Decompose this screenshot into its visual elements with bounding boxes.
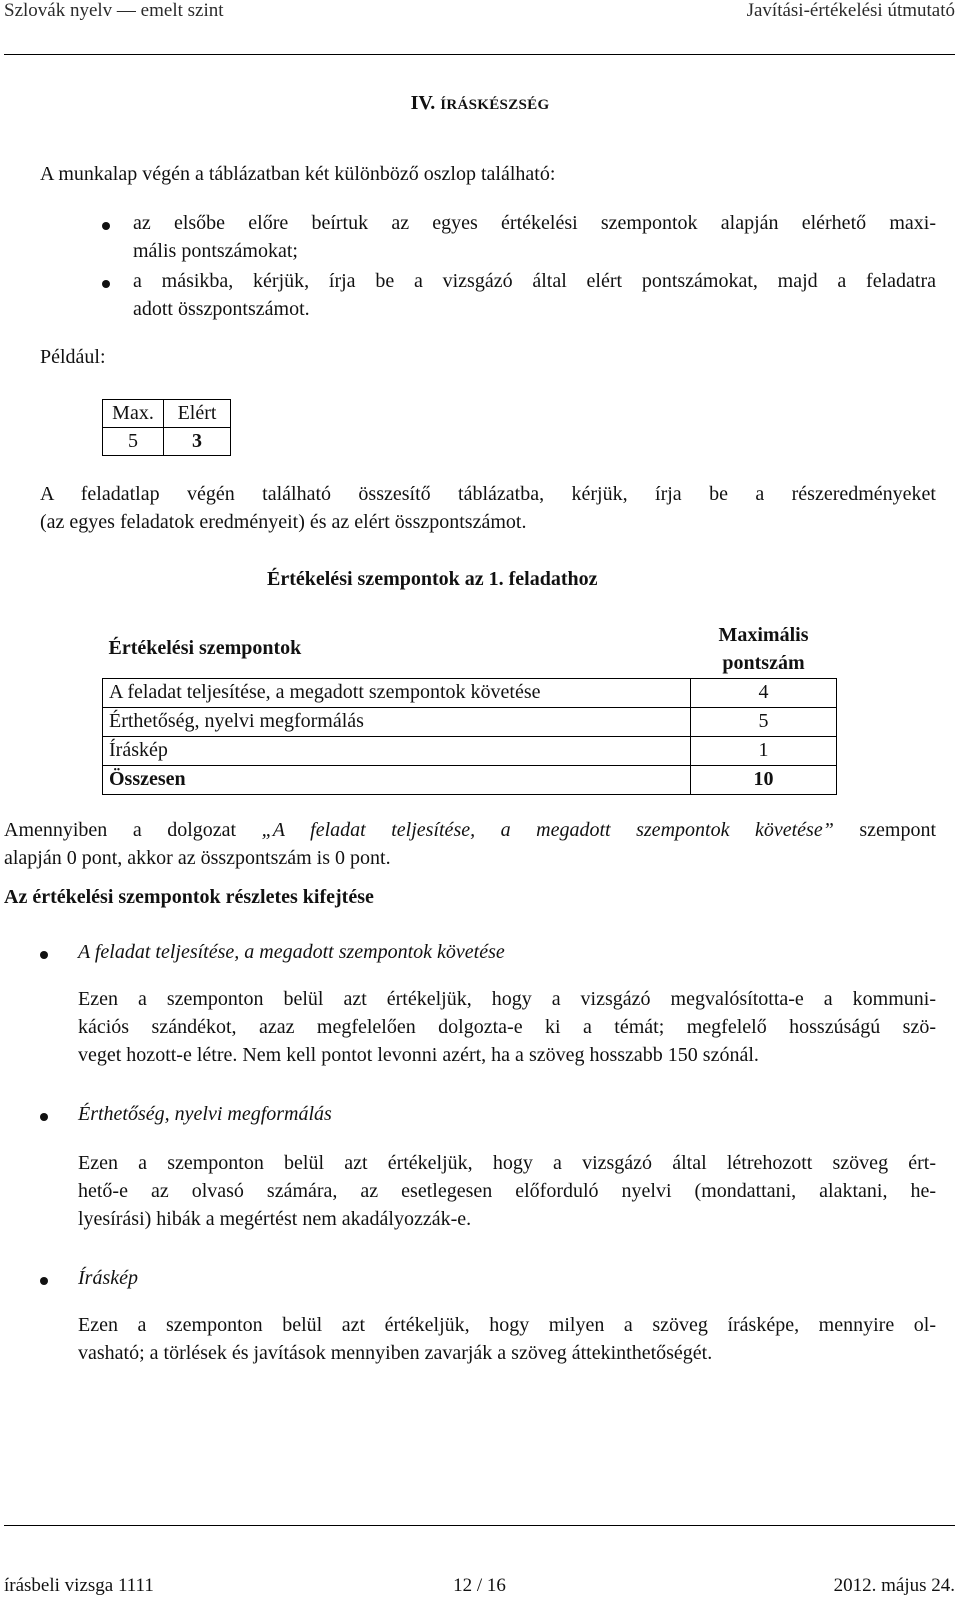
bullet-icon xyxy=(40,1277,48,1285)
criteria-max-header xyxy=(691,620,837,678)
bullet-icon xyxy=(102,222,110,230)
note-line1 xyxy=(4,816,936,844)
detail-1-line2: kációs szándékot, azaz megfelelően dolgozta-e ki a témát; megfelelő hosszúságú szö- xyxy=(78,1016,936,1038)
example-label: Például: xyxy=(40,346,106,368)
header-subject: Szlovák nyelv — emelt szint xyxy=(4,0,224,21)
table-row xyxy=(103,707,837,736)
max-header-line1: Maximális xyxy=(718,623,809,646)
detail-2-title: Érthetőség, nyelvi megformálás xyxy=(78,1103,332,1125)
header-rule xyxy=(4,54,955,55)
bullet-icon xyxy=(102,280,110,288)
criteria-label: A feladat teljesítése, a megadott szempontok követése xyxy=(103,678,691,707)
footer-date: 2012. május 24. xyxy=(833,1575,955,1596)
total-label: Összesen xyxy=(103,765,691,794)
detail-2-line1: Ezen a szemponton belül azt értékeljük, hogy a vizsgázó által létrehozott szöveg ért- xyxy=(78,1152,936,1174)
detail-1-line3: veget hozott-e létre. Nem kell pontot levonni azért, ha a szöveg hosszabb 150 szónál. xyxy=(78,1044,759,1066)
summary-line1: A feladatlap végén található összesítő táblázatba, kérjük, írja be a részeredményeket xyxy=(40,483,936,505)
criteria-col-header: Értékelési szempontok xyxy=(103,620,691,678)
criteria-label: Íráskép xyxy=(103,736,691,765)
intro-bullet-1-line2: mális pontszámokat; xyxy=(133,240,298,262)
footer-rule xyxy=(4,1525,955,1526)
detail-2-line2: hető-e az olvasó számára, az esetlegesen előforduló nyelvi (mondattani, alaktani, he- xyxy=(78,1180,936,1202)
example-reached-value: 3 xyxy=(164,428,231,456)
example-col-reached: Elért xyxy=(164,400,231,428)
detail-3-line2: vasható; a törlések és javítások mennyiben zavarják a szöveg áttekinthetőségét. xyxy=(78,1342,713,1364)
header-doc-type: Javítási-értékelési útmutató xyxy=(746,0,955,21)
detail-3-line1: Ezen a szemponton belül azt értékeljük, hogy milyen a szöveg írásképe, mennyire ol- xyxy=(78,1314,936,1336)
detail-1-line1: Ezen a szemponton belül azt értékeljük, hogy a vizsgázó megvalósította-e a kommuni- xyxy=(78,988,936,1010)
intro-bullet-1-line1: az elsőbe előre beírtuk az egyes értékelési szempontok alapján elérhető maxi- xyxy=(133,212,936,234)
detail-2-line3: lyesírási) hibák a megértést nem akadályozzák-e. xyxy=(78,1208,472,1230)
detail-3-title: Íráskép xyxy=(78,1267,138,1289)
criteria-value: 4 xyxy=(691,678,837,707)
details-heading: Az értékelési szempontok részletes kifejtése xyxy=(4,886,374,908)
example-score-table xyxy=(102,399,231,456)
bullet-icon xyxy=(40,1113,48,1121)
total-row xyxy=(103,765,837,794)
table-row xyxy=(103,736,837,765)
section-name: ÍRÁSKÉSZSÉG xyxy=(440,97,550,113)
footer-exam-code: írásbeli vizsga 1111 xyxy=(4,1575,154,1596)
page-footer xyxy=(4,1575,955,1603)
table-row xyxy=(103,678,837,707)
intro-bullet-2-line2: adott összpontszámot. xyxy=(133,298,310,320)
criteria-value: 1 xyxy=(691,736,837,765)
note-post: szempont xyxy=(833,819,937,841)
criteria-label: Érthetőség, nyelvi megformálás xyxy=(103,707,691,736)
footer-page-number: 12 / 16 xyxy=(453,1575,506,1596)
total-value: 10 xyxy=(691,765,837,794)
criteria-value: 5 xyxy=(691,707,837,736)
intro-bullet-2-line1: a másikba, kérjük, írja be a vizsgázó által elért pontszámokat, majd a feladatra xyxy=(133,270,936,292)
note-pre: Amennyiben a dolgozat xyxy=(4,819,262,841)
intro-text: A munkalap végén a táblázatban két különböző oszlop található: xyxy=(40,163,556,185)
example-col-max: Max. xyxy=(103,400,164,428)
detail-1-title: A feladat teljesítése, a megadott szempontok követése xyxy=(78,941,505,963)
note-quote: „A feladat teljesítése, a megadott szempontok követése” xyxy=(261,819,834,841)
section-number: IV. xyxy=(410,92,436,114)
page-header xyxy=(4,0,955,28)
criteria-table xyxy=(102,620,837,795)
summary-line2: (az egyes feladatok eredményeit) és az elért összpontszámot. xyxy=(40,511,527,533)
criteria-heading: Értékelési szempontok az 1. feladathoz xyxy=(267,568,598,590)
bullet-icon xyxy=(40,951,48,959)
max-header-line2: pontszám xyxy=(722,651,805,674)
section-title xyxy=(0,92,960,115)
note-line2: alapján 0 pont, akkor az összpontszám is 0 pont. xyxy=(4,847,391,869)
example-max-value: 5 xyxy=(103,428,164,456)
